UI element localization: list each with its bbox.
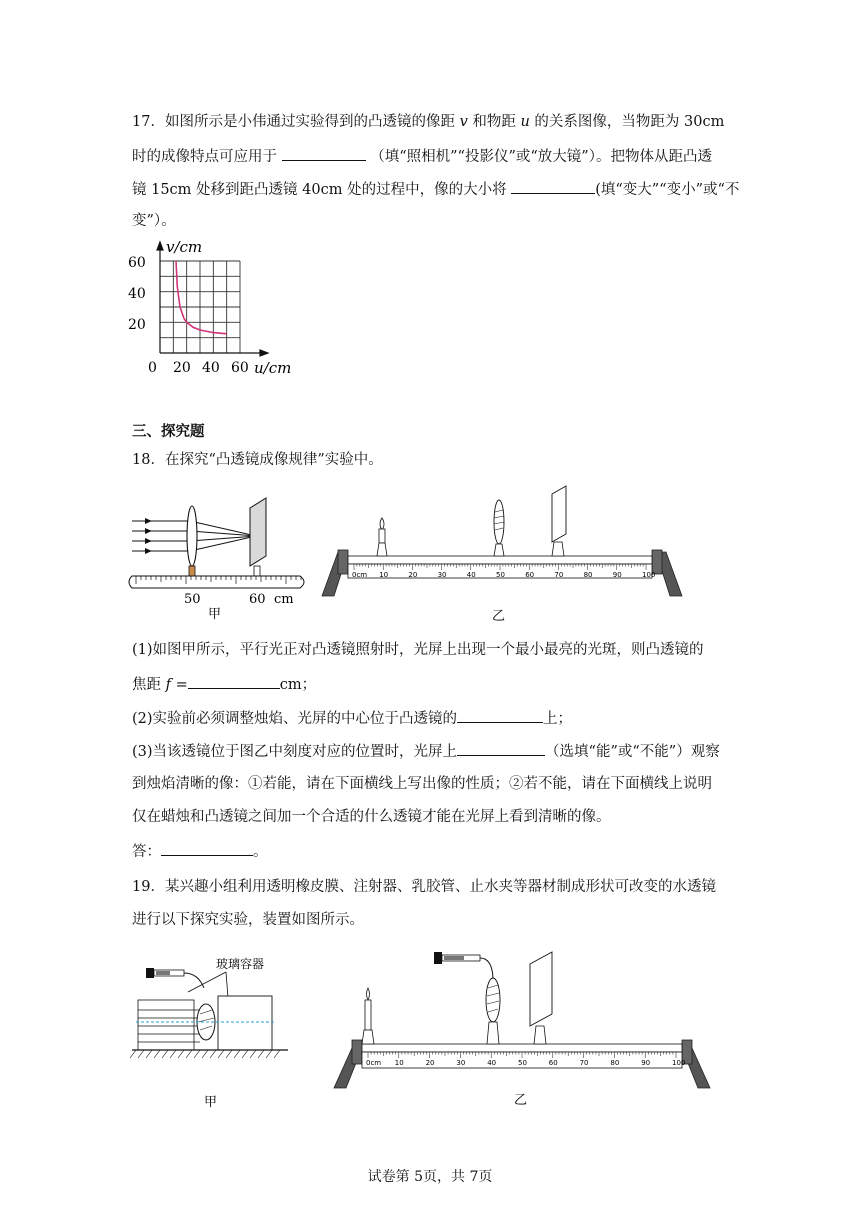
q18-part3-line2: 到烛焰清晰的像：①若能，请在下面横线上写出像的性质；②若不能，请在下面横线上说明 — [132, 776, 712, 792]
hatch-line — [234, 1050, 240, 1058]
y-axis-label: v/cm — [166, 238, 203, 256]
scale-label: 10 — [379, 571, 389, 579]
q18-can-image-blank[interactable] — [457, 740, 545, 756]
graph-grid — [160, 261, 240, 353]
q18-part1-line2: 焦距 f = cm； — [132, 673, 316, 695]
lens-holder — [189, 566, 195, 576]
optical-bench-ruler — [129, 576, 304, 588]
scale-label: 90 — [641, 1059, 651, 1067]
q17-line-3: 镜 15cm 处移到距凸透镜 40cm 处的过程中，像的大小将 (填“变大”“变小”或“不 — [132, 178, 739, 200]
scale-label: 50 — [496, 571, 505, 579]
scale-label: 30 — [437, 571, 447, 579]
q17-v-u-graph — [126, 238, 306, 380]
x-axis-arrow — [260, 350, 268, 356]
q18-axis-blank[interactable] — [457, 707, 543, 723]
scale-label: 90 — [612, 571, 622, 579]
syringe — [146, 968, 204, 988]
q18-focal-length-blank[interactable] — [188, 673, 280, 689]
scale-label: 100 — [642, 571, 656, 579]
figure-caption-jia: 甲 — [208, 607, 222, 620]
glass-container — [218, 996, 272, 1050]
q17-line-4: 变”）。 — [132, 213, 176, 229]
hatch-line — [130, 1050, 136, 1058]
x-tick-40: 40 — [202, 360, 220, 376]
screen-on-bench — [552, 486, 566, 556]
q18-answer-blank[interactable] — [161, 840, 253, 856]
hatch-line — [154, 1050, 160, 1058]
x-tick-60: 60 — [231, 360, 249, 376]
hatch-line — [162, 1050, 168, 1058]
q19-figure-caption-jia: 甲 — [204, 1095, 218, 1110]
q19-line-1: 19．某兴趣小组利用透明橡皮膜、注射器、乳胶管、止水夹等器材制成形状可改变的水透镜 — [132, 879, 716, 895]
ruler-label-60: 60 — [249, 592, 266, 607]
scale-label: 0cm — [366, 1059, 382, 1067]
candle — [362, 988, 374, 1044]
x-axis-label: u/cm — [254, 359, 292, 377]
scale-label: 80 — [610, 1059, 620, 1067]
q18-answer-line: 答： 。 — [132, 840, 268, 862]
q19-figure-jia — [128, 948, 292, 1112]
label-leader-2 — [226, 972, 228, 998]
y-tick-40: 40 — [128, 286, 146, 302]
light-source-box — [138, 1000, 194, 1050]
scale-label: 80 — [583, 571, 593, 579]
scale-label: 70 — [554, 571, 564, 579]
section-3-heading: 三、探究题 — [132, 423, 205, 440]
hatch-line — [242, 1050, 248, 1058]
page-footer: 试卷第 5页，共 7页 — [367, 1169, 493, 1185]
bench-rail — [348, 556, 652, 564]
glass-container-label: 玻璃容器 — [216, 957, 265, 971]
q18-part1-line1: (1)如图甲所示，平行光正对凸透镜照射时，光屏上出现一个最小最亮的光斑，则凸透镜的 — [132, 642, 704, 658]
syringe — [434, 952, 493, 978]
bench-left-end — [352, 1040, 362, 1064]
q17-line-2: 时的成像特点可应用于 （填“照相机”“投影仪”或“放大镜”）。把物体从距凸透 — [132, 145, 712, 167]
scale-label: 40 — [487, 1059, 497, 1067]
ray-arrows — [145, 518, 152, 554]
ruler-label-cm: cm — [274, 592, 294, 607]
q19-figure-caption-yi: 乙 — [514, 1093, 528, 1108]
hatch-line — [138, 1050, 144, 1058]
bench-left-end — [338, 550, 348, 574]
figure-caption-yi: 乙 — [492, 609, 506, 624]
y-tick-20: 20 — [128, 317, 146, 333]
bench-rail — [362, 1044, 682, 1052]
q19-figure-yi — [330, 948, 714, 1112]
hatch-line — [226, 1050, 232, 1058]
hatch-line — [186, 1050, 192, 1058]
q18-intro: 18．在探究“凸透镜成像规律”实验中。 — [132, 452, 383, 468]
q19-line-2: 进行以下探究实验，装置如图所示。 — [132, 912, 364, 928]
q17-answer-blank-2[interactable] — [511, 178, 595, 194]
water-lens-on-bench — [486, 978, 500, 1044]
y-axis-arrow — [157, 242, 163, 250]
hatch-line — [202, 1050, 208, 1058]
q18-part2: (2)实验前必须调整烛焰、光屏的中心位于凸透镜的 上； — [132, 707, 572, 729]
hatch-line — [210, 1050, 216, 1058]
table-hatching — [130, 1050, 280, 1058]
v-u-curve — [176, 261, 227, 334]
convex-lens — [187, 506, 197, 566]
screen-on-bench — [530, 952, 552, 1044]
q18-figure-jia — [128, 486, 312, 620]
q17-answer-blank-1[interactable] — [282, 145, 366, 161]
scale-label: 0cm — [352, 571, 368, 579]
q18-part3-line1: (3)当该透镜位于图乙中刻度对应的位置时，光屏上 （选填“能”或“不能”）观察 — [132, 740, 720, 762]
screen-holder — [254, 566, 260, 576]
hatch-line — [266, 1050, 272, 1058]
scale-label: 60 — [525, 571, 535, 579]
hatch-line — [170, 1050, 176, 1058]
scale-label: 20 — [408, 571, 418, 579]
light-screen — [250, 498, 266, 566]
hatch-line — [250, 1050, 256, 1058]
scale-label: 70 — [579, 1059, 589, 1067]
hatch-line — [258, 1050, 264, 1058]
scale-label: 100 — [672, 1059, 686, 1067]
scale-label: 40 — [466, 571, 476, 579]
hatch-line — [218, 1050, 224, 1058]
q18-figure-yi — [320, 484, 686, 624]
x-tick-20: 20 — [173, 360, 191, 376]
scale-label: 60 — [548, 1059, 558, 1067]
hatch-line — [194, 1050, 200, 1058]
scale-label: 20 — [425, 1059, 435, 1067]
hatch-line — [274, 1050, 280, 1058]
hatch-line — [146, 1050, 152, 1058]
scale-label: 50 — [518, 1059, 527, 1067]
hatch-line — [178, 1050, 184, 1058]
convex-lens-on-bench — [494, 500, 504, 556]
scale-label: 10 — [394, 1059, 404, 1067]
q17-line-1: 17．如图所示是小伟通过实验得到的凸透镜的像距 v 和物距 u 的关系图像，当物距为 30cm — [132, 114, 725, 130]
scale-label: 30 — [456, 1059, 466, 1067]
q18-part3-line3: 仅在蜡烛和凸透镜之间加一个合适的什么透镜才能在光屏上看到清晰的像。 — [132, 809, 611, 825]
x-tick-0: 0 — [148, 360, 157, 376]
y-tick-60: 60 — [128, 255, 146, 271]
candle — [377, 518, 387, 556]
ruler-label-50: 50 — [184, 592, 201, 607]
